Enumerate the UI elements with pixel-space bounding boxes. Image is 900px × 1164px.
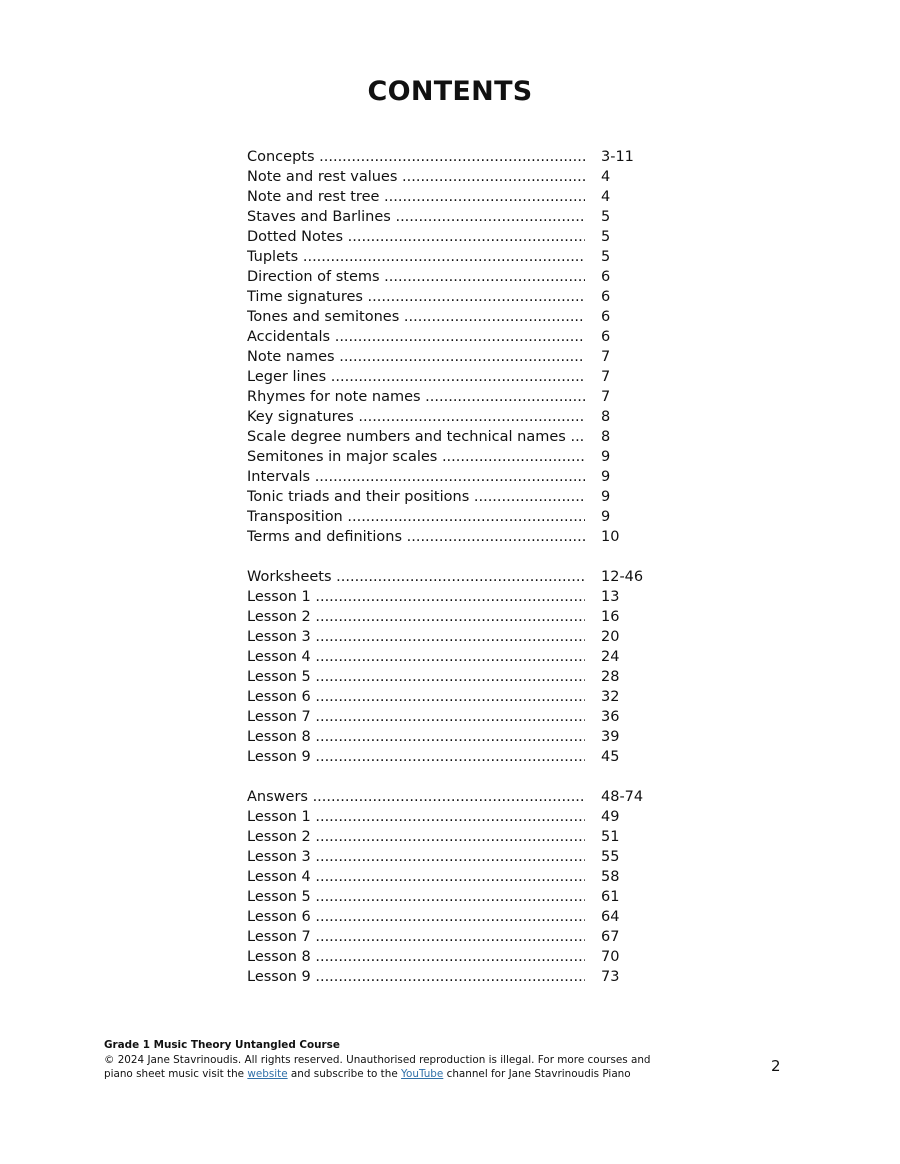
page-title: CONTENTS (367, 76, 533, 107)
toc-entry-page: 13 (601, 589, 620, 605)
toc-entry-label: Lesson 4 ..... (247, 647, 585, 667)
toc-entry-page: 12-46 (601, 569, 644, 585)
toc-entry (247, 447, 667, 467)
toc-entry-page: 9 (601, 509, 611, 525)
toc-entry-page: 32 (601, 689, 620, 705)
toc-entry-page: 67 (601, 929, 620, 945)
toc-entry-label: Lesson 1 ..... (247, 807, 585, 827)
footer-text: and subscribe to the (287, 1068, 402, 1080)
toc-entry-label: Semitones in major scales ..... (247, 447, 585, 467)
toc-entry-label: Transposition ..... (247, 507, 585, 527)
toc-entry-page: 9 (601, 489, 611, 505)
toc-entry (247, 147, 667, 167)
footer-course-title: Grade 1 Music Theory Untangled Course (104, 1039, 340, 1051)
toc-entry (247, 267, 667, 287)
page-number: 2 (771, 1057, 781, 1075)
toc-entry (247, 207, 667, 227)
toc-entry (247, 827, 667, 847)
footer-copyright: © 2024 Jane Stavrinoudis. All rights reserved. Unauthorised reproduction is illegal. For more courses and (104, 1053, 651, 1066)
toc-entry-page: 4 (601, 189, 611, 205)
toc-entry-label: Answers ..... (247, 787, 585, 807)
toc-entry-label: Lesson 8 ..... (247, 727, 585, 747)
toc-section-worksheets (247, 567, 667, 767)
toc-entry (247, 407, 667, 427)
toc-entry (247, 247, 667, 267)
toc-entry-page: 5 (601, 249, 611, 265)
toc-entry (247, 467, 667, 487)
toc-entry-page: 61 (601, 889, 620, 905)
toc-entry-page: 3-11 (601, 149, 634, 165)
toc-entry (247, 927, 667, 947)
toc-entry-page: 9 (601, 449, 611, 465)
toc-entry (247, 507, 667, 527)
toc-entry-label: Lesson 1 ..... (247, 587, 585, 607)
toc-entry-label: Lesson 5 ..... (247, 887, 585, 907)
toc-entry (247, 747, 667, 767)
toc-entry-page: 58 (601, 869, 620, 885)
toc-entry (247, 627, 667, 647)
toc-entry (247, 847, 667, 867)
toc-entry (247, 787, 667, 807)
toc-entry-page: 8 (601, 409, 611, 425)
toc-entry (247, 607, 667, 627)
toc-entry-label: Staves and Barlines ..... (247, 207, 585, 227)
toc-entry (247, 287, 667, 307)
toc-entry-label: Lesson 6 ..... (247, 687, 585, 707)
toc-entry-label: Direction of stems ..... (247, 267, 585, 287)
toc-entry-page: 70 (601, 949, 620, 965)
toc-entry-label: Note names ..... (247, 347, 585, 367)
toc-entry-page: 20 (601, 629, 620, 645)
toc-entry-page: 5 (601, 229, 611, 245)
toc-entry (247, 347, 667, 367)
toc-entry (247, 187, 667, 207)
toc-entry-page: 9 (601, 469, 611, 485)
toc-entry-label: Worksheets ..... (247, 567, 585, 587)
toc-entry-label: Intervals ..... (247, 467, 585, 487)
website-link[interactable]: website (247, 1068, 288, 1080)
toc-entry (247, 867, 667, 887)
toc-entry-label: Lesson 3 ..... (247, 627, 585, 647)
toc-entry-label: Lesson 9 ..... (247, 967, 585, 987)
toc-entry (247, 667, 667, 687)
toc-entry-label: Lesson 7 ..... (247, 707, 585, 727)
table-of-contents (247, 147, 667, 987)
toc-entry (247, 707, 667, 727)
toc-entry-page: 73 (601, 969, 620, 985)
toc-entry (247, 227, 667, 247)
toc-entry-page: 55 (601, 849, 620, 865)
toc-entry-label: Tuplets ..... (247, 247, 585, 267)
toc-entry (247, 487, 667, 507)
toc-entry-page: 48-74 (601, 789, 644, 805)
toc-entry-label: Lesson 3 ..... (247, 847, 585, 867)
toc-entry (247, 327, 667, 347)
toc-entry-page: 64 (601, 909, 620, 925)
youtube-link[interactable]: YouTube (401, 1068, 444, 1080)
toc-entry (247, 647, 667, 667)
toc-entry (247, 907, 667, 927)
toc-entry-page: 28 (601, 669, 620, 685)
toc-entry-label: Leger lines ..... (247, 367, 585, 387)
toc-entry (247, 307, 667, 327)
toc-entry-label: Scale degree numbers and technical names ..... (247, 427, 585, 447)
toc-entry (247, 387, 667, 407)
toc-entry (247, 727, 667, 747)
toc-entry-page: 6 (601, 269, 611, 285)
toc-entry-page: 49 (601, 809, 620, 825)
toc-entry-label: Rhymes for note names ..... (247, 387, 585, 407)
toc-entry (247, 807, 667, 827)
toc-entry-page: 7 (601, 349, 611, 365)
toc-entry-label: Lesson 5 ..... (247, 667, 585, 687)
toc-entry-label: Lesson 9 ..... (247, 747, 585, 767)
toc-entry-label: Concepts ..... (247, 147, 585, 167)
footer-text: piano sheet music visit the (104, 1068, 248, 1080)
toc-entry (247, 687, 667, 707)
toc-entry-label: Lesson 6 ..... (247, 907, 585, 927)
toc-entry (247, 947, 667, 967)
toc-entry-page: 16 (601, 609, 620, 625)
toc-entry (247, 887, 667, 907)
toc-entry-page: 39 (601, 729, 620, 745)
footer (104, 1038, 664, 1082)
toc-entry-label: Time signatures ..... (247, 287, 585, 307)
toc-entry-label: Lesson 2 ..... (247, 827, 585, 847)
toc-entry-label: Note and rest values ..... (247, 167, 585, 187)
footer-text: channel for Jane Stavrinoudis Piano (443, 1068, 631, 1080)
toc-section-concepts (247, 147, 667, 547)
toc-entry-label: Lesson 7 ..... (247, 927, 585, 947)
toc-entry-page: 24 (601, 649, 620, 665)
toc-entry-page: 45 (601, 749, 620, 765)
toc-entry-page: 6 (601, 309, 611, 325)
toc-entry (247, 427, 667, 447)
toc-entry-page: 6 (601, 289, 611, 305)
toc-entry-page: 5 (601, 209, 611, 225)
toc-entry-label: Accidentals ..... (247, 327, 585, 347)
toc-entry (247, 167, 667, 187)
toc-entry-label: Lesson 2 ..... (247, 607, 585, 627)
toc-entry-page: 7 (601, 369, 611, 385)
section-gap (247, 767, 667, 787)
toc-entry (247, 567, 667, 587)
toc-entry (247, 367, 667, 387)
toc-entry-label: Lesson 4 ..... (247, 867, 585, 887)
footer-links-line (104, 1067, 664, 1082)
toc-entry-page: 8 (601, 429, 611, 445)
toc-entry-label: Tonic triads and their positions ..... (247, 487, 585, 507)
toc-entry-label: Dotted Notes ..... (247, 227, 585, 247)
toc-entry-label: Key signatures ..... (247, 407, 585, 427)
section-gap (247, 547, 667, 567)
toc-entry (247, 527, 667, 547)
toc-entry-label: Lesson 8 ..... (247, 947, 585, 967)
toc-entry-page: 36 (601, 709, 620, 725)
toc-entry-label: Terms and definitions ..... (247, 527, 585, 547)
toc-entry-page: 4 (601, 169, 611, 185)
toc-entry-label: Tones and semitones ..... (247, 307, 585, 327)
toc-entry (247, 967, 667, 987)
toc-entry-page: 10 (601, 529, 620, 545)
toc-entry-page: 6 (601, 329, 611, 345)
toc-entry-label: Note and rest tree ..... (247, 187, 585, 207)
toc-entry-page: 51 (601, 829, 620, 845)
toc-entry (247, 587, 667, 607)
toc-entry-page: 7 (601, 389, 611, 405)
toc-section-answers (247, 787, 667, 987)
